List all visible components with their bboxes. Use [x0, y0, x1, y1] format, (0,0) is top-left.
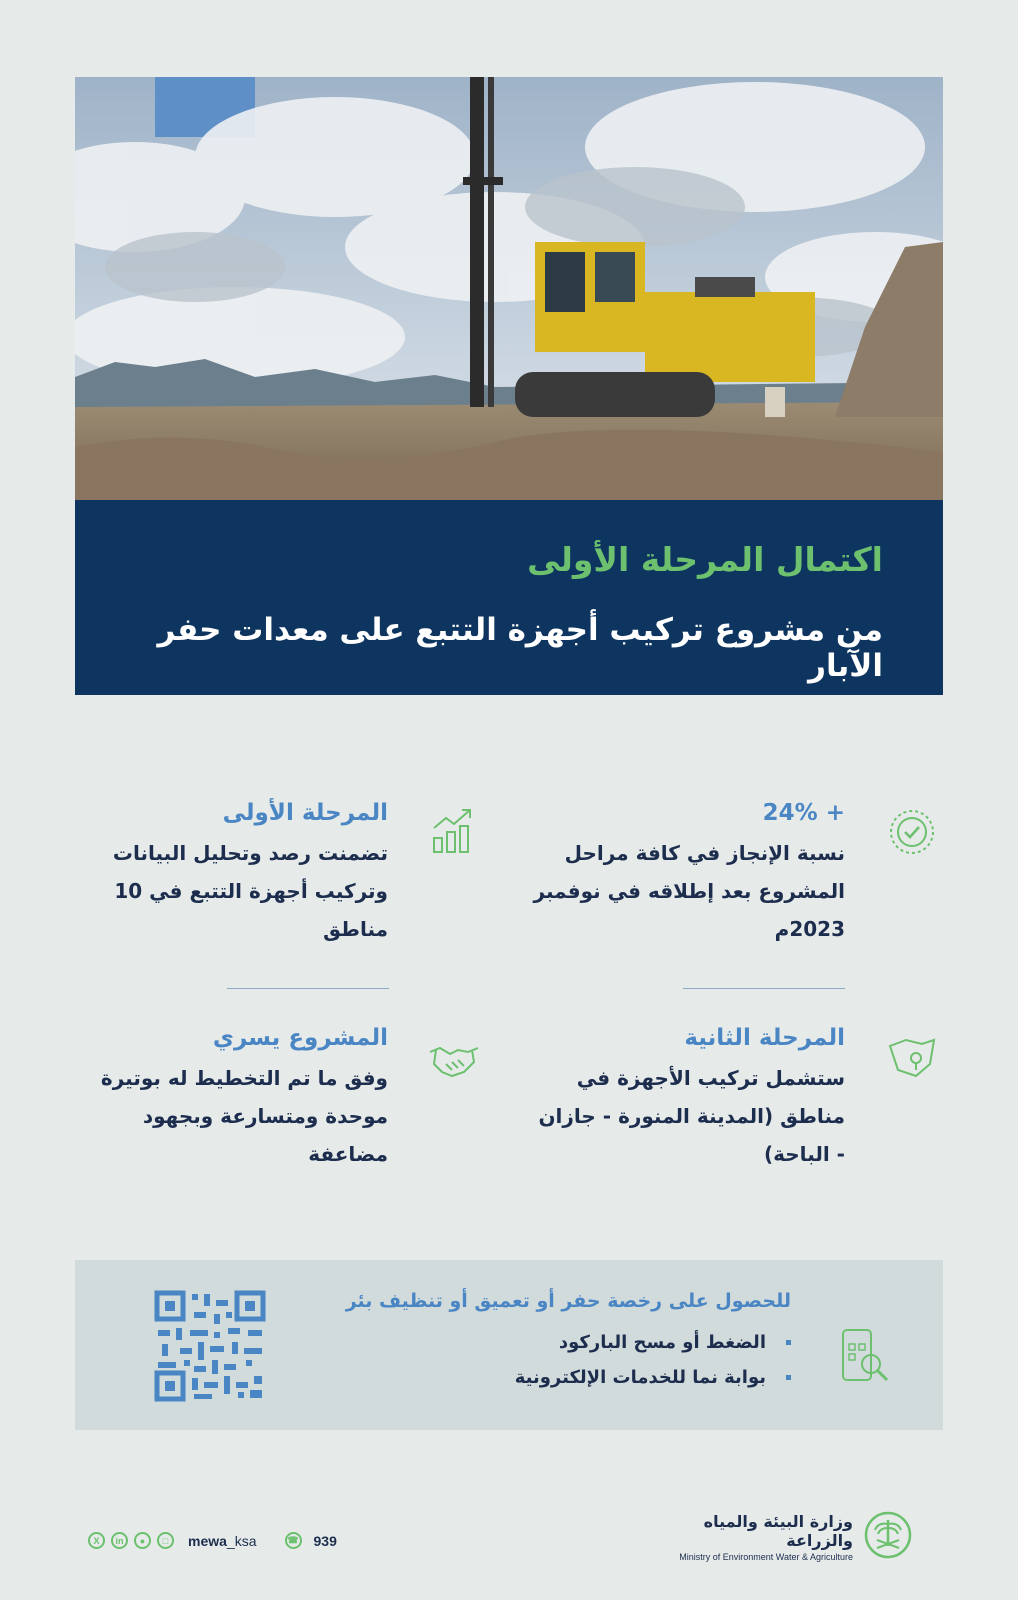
permit-box: [75, 1260, 943, 1430]
title-banner: [75, 500, 943, 695]
bullet: [786, 1340, 791, 1345]
stat-body: تضمنت رصد وتحليل البيانات وتركيب أجهزة التتبع في 10 مناطق: [112, 841, 388, 941]
x-icon[interactable]: X: [88, 1532, 105, 1549]
list-item: [515, 1367, 791, 1388]
divider: [227, 988, 389, 989]
map-pin-icon: [886, 1036, 938, 1086]
divider: [683, 988, 845, 989]
social-bar: [88, 1532, 337, 1549]
stat-heading: + 24%: [762, 800, 845, 826]
instagram-icon[interactable]: □: [157, 1532, 174, 1549]
stat-completion: [525, 800, 845, 948]
permit-heading: للحصول على رخصة حفر أو تعميق أو تنظيف بئر: [345, 1290, 791, 1312]
stat-body: ستشمل تركيب الأجهزة في مناطق (المدينة المنورة - جازان - الباحة): [538, 1066, 845, 1166]
banner-title: اكتمال المرحلة الأولى: [527, 540, 883, 579]
permit-item-scan[interactable]: الضغط أو مسح الباركود: [558, 1332, 766, 1353]
bullet: [786, 1375, 791, 1380]
banner-subtitle: من مشروع تركيب أجهزة التتبع على معدات حفر الآبار: [157, 612, 883, 684]
growth-chart-icon: [430, 806, 476, 860]
stat-heading: المشروع يسري: [212, 1025, 388, 1051]
hero-image: [75, 77, 943, 500]
social-handle[interactable]: mewa_ksa: [188, 1532, 257, 1549]
phone-scan-icon: [839, 1326, 891, 1388]
stat-phase-one: [68, 800, 388, 948]
stat-project-on-track: [68, 1025, 388, 1173]
phone-number[interactable]: 939: [313, 1532, 337, 1549]
ministry-logo-icon: [863, 1510, 913, 1564]
qr-code[interactable]: [154, 1290, 266, 1406]
permit-item-portal[interactable]: بوابة نما للخدمات الإلكترونية: [514, 1367, 766, 1388]
stat-heading: المرحلة الثانية: [684, 1025, 845, 1051]
handshake-icon: [428, 1042, 480, 1082]
check-badge-icon: [888, 808, 936, 860]
ministry-brand: [653, 1510, 913, 1564]
stat-body: نسبة الإنجاز في كافة مراحل المشروع بعد إطلاقه في نوفمبر 2023م: [533, 841, 845, 941]
snapchat-icon[interactable]: ●: [134, 1532, 151, 1549]
ministry-name-en: Ministry of Environment Water & Agriculture: [679, 1552, 853, 1562]
phone-icon: ☎: [285, 1532, 302, 1549]
linkedin-icon[interactable]: in: [111, 1532, 128, 1549]
stat-heading: المرحلة الأولى: [222, 800, 388, 826]
stat-body: وفق ما تم التخطيط له بوتيرة موحدة ومتسارعة وبجهود مضاعفة: [100, 1066, 388, 1166]
list-item: [515, 1332, 791, 1353]
ministry-name-ar: وزارة البيئة والمياه والزراعة: [703, 1512, 853, 1550]
permit-list: [515, 1332, 791, 1402]
stat-phase-two: [525, 1025, 845, 1173]
